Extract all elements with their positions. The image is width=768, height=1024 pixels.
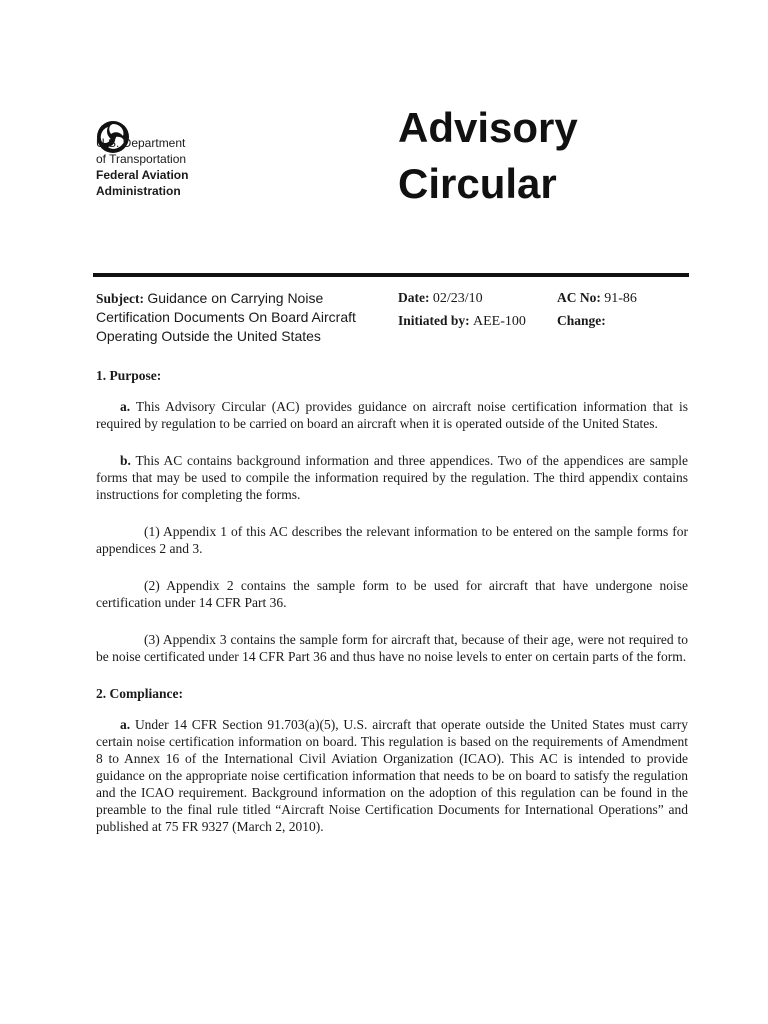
change-label: Change: xyxy=(557,313,606,328)
compliance-heading: 2. Compliance: xyxy=(96,686,183,701)
document-title xyxy=(398,100,578,212)
purpose-subitem-3: (3) Appendix 3 contains the sample form for aircraft that, because of their age, were not required to be noise certificated under 14 CFR Part 36 and thus have no noise levels to enter on certain parts of the form. xyxy=(96,632,688,664)
title-line-1: Advisory xyxy=(398,104,578,151)
date-block xyxy=(398,289,548,331)
purpose-paragraph-b xyxy=(96,452,688,503)
purpose-subitem-2: (2) Appendix 2 contains the sample form to be used for aircraft that have undergone noise certification under 14 CFR Part 36. xyxy=(96,578,688,610)
ac-number-label: AC No: xyxy=(557,290,601,305)
document-body xyxy=(96,367,688,855)
title-line-2: Circular xyxy=(398,160,557,207)
purpose-a-text: This Advisory Circular (AC) provides guidance on aircraft noise certification information that is required by regulation to be carried on board an aircraft when it is operated outside of the United States. xyxy=(96,399,688,431)
ac-number-block xyxy=(557,289,697,330)
agency-line-3: Federal Aviation xyxy=(96,168,189,182)
purpose-subitem-1: (1) Appendix 1 of this AC describes the relevant information to be entered on the sample forms for appendices 2 and 3. xyxy=(96,524,688,556)
agency-name xyxy=(96,135,188,199)
subject-value: Guidance on Carrying Noise Certification Documents On Board Aircraft Operating Outside the United States xyxy=(96,290,356,344)
purpose-b-text: This AC contains background information and three appendices. Two of the appendices are sample forms that may be used to compile the information required by the regulation. The third appendix contains instructions for completing the forms. xyxy=(96,453,688,502)
initiated-by-value: AEE-100 xyxy=(473,314,526,329)
purpose-heading: 1. Purpose: xyxy=(96,368,162,383)
initiated-by-label: Initiated by: xyxy=(398,313,470,328)
purpose-a-lead: a. xyxy=(120,399,131,414)
date-value: 02/23/10 xyxy=(432,291,483,306)
agency-line-2: of Transportation xyxy=(96,152,187,166)
purpose-paragraph-a xyxy=(96,398,688,432)
compliance-a-text: Under 14 CFR Section 91.703(a)(5), U.S. aircraft that operate outside the United States must carry certain noise certification information on board. This regulation is based on the requirements of Amendment 8 to Annex 16 of the International Civil Aviation Organization (ICAO). This AC is intended to provide guidance on the appropriate noise certification information that needs to be on board to satisfy the regulation and the ICAO requirement. Background information on the adoption of this regulation can be found in the preamble to the final rule titled “Aircraft Noise Certification Documents for International Operations” and published at 75 FR 9327 (March 2, 2010). xyxy=(96,717,689,834)
agency-line-4: Administration xyxy=(96,184,181,198)
header-rule xyxy=(93,273,689,277)
compliance-paragraph-a xyxy=(96,716,688,835)
agency-line-1: U.S. Department xyxy=(96,136,186,150)
subject-label: Subject: xyxy=(96,291,144,306)
ac-number-value: 91-86 xyxy=(604,291,637,306)
compliance-a-lead: a. xyxy=(120,717,131,732)
date-label: Date: xyxy=(398,290,430,305)
purpose-b-lead: b. xyxy=(120,453,131,468)
subject-block xyxy=(96,289,392,346)
